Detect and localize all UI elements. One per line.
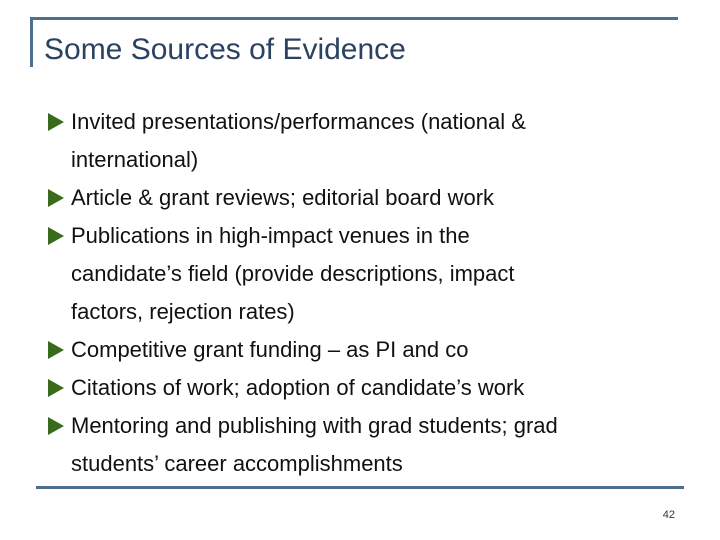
arrow-bullet-icon	[48, 417, 64, 435]
bullet-text-line: Competitive grant funding – as PI and co	[71, 337, 469, 362]
bullet-list	[48, 103, 698, 483]
bullet-text-line: Citations of work; adoption of candidate’s work	[71, 375, 525, 400]
arrow-bullet-icon	[48, 113, 64, 131]
bullet-item-invited-presentations	[48, 103, 698, 179]
bullet-text-line: Mentoring and publishing with grad students; grad	[71, 413, 558, 438]
title-frame-top-rule	[30, 17, 678, 20]
title-frame-left-rule	[30, 17, 33, 67]
arrow-bullet-icon	[48, 227, 64, 245]
arrow-bullet-icon	[48, 341, 64, 359]
slide-title: Some Sources of Evidence	[44, 33, 406, 66]
bullet-item-mentoring	[48, 407, 698, 483]
bullet-text-line: Article & grant reviews; editorial board work	[71, 185, 495, 210]
footer-rule	[36, 486, 684, 489]
page-number: 42	[662, 509, 675, 521]
arrow-bullet-icon	[48, 189, 64, 207]
bullet-text-line: international)	[71, 147, 199, 172]
bullet-text-line: Publications in high-impact venues in the	[71, 223, 470, 248]
bullet-item-citations	[48, 369, 698, 407]
bullet-text-line: students’ career accomplishments	[71, 451, 403, 476]
arrow-bullet-icon	[48, 379, 64, 397]
bullet-text-line: factors, rejection rates)	[71, 299, 295, 324]
bullet-item-reviews	[48, 179, 698, 217]
bullet-item-publications	[48, 217, 698, 331]
bullet-item-grant-funding	[48, 331, 698, 369]
bullet-text-line: Invited presentations/performances (national &	[71, 109, 526, 134]
bullet-text-line: candidate’s field (provide descriptions, impact	[71, 261, 515, 286]
